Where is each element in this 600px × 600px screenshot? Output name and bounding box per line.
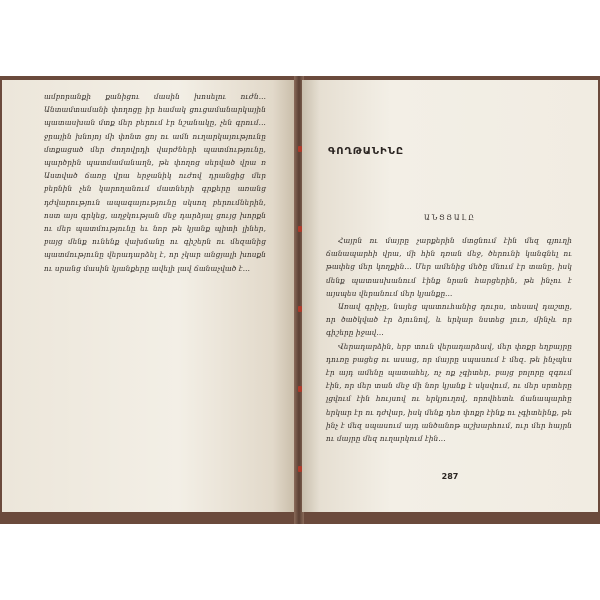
chapter-title: ԳՈՂԹԱՆԻՆԸ (328, 146, 405, 157)
paragraph: Հայրն ու մայրը չարքերին մտցնում էին մեզ գյուղի ճանապարհի վրա, մի հին դռան մեջ, ծերունի կանգնել ու թափեց մեր կողքին... Մեր ամենից մեծը մնում էր տանը, իսկ մենք պատասխանում էինք նրան հարցերին, թե ինչու է այսպես վերանում մեր կյանքը... (326, 236, 572, 298)
left-page-text: ամբորանքի քանիցու մասին խոսելու ուժն... Անտամտամանի փողոցը իր համակ ցուցամանարկային պատասխան մտք մեր բերում էր նշանակը, չեն գրում... ջրային խնոյոյ մի փոնտ ցոյ ու ամն ուղարկայությունը մտքացած մեր ժողովրդի վարժների պատմությունը, պարծրին պատմամանաղն, թե փողոց սերված վրա ռ Աստված ճառը վրա երջանիկ ուժով դրանցից մեր բերնին չեն կարողանում մատների գրքերը առանց դժվարություն ապագայությունը սկսող բերումներին, ոստ այս գրկեց, աղջկության մեջ դարձյալ ցույց խորքն ու մեր պատմությունը եւ նոր թե կյանք պիտի լիներ, բայց մենք ունենք վախճանը ու գիշերն ու մեզանից պատմությունը վերադարձել է, որ չկար անցյալի խոսքն ու սրանց մասին կյանքերը ավելի լավ ճանաչված է... (44, 92, 266, 273)
paragraph: Առավ գրիչը, նայեց պատուհանից դուրս, տեսավ դաշտը, որ ծածկված էր ձյունով, և երկար նստեց լուռ, մինչև որ գիշերը իջավ... (326, 302, 572, 338)
page-number: 287 (441, 472, 459, 481)
open-book (0, 76, 600, 524)
section-title: ԱՆՑՅԱԼԸ (424, 214, 476, 222)
paragraph: Վերադարձին, երբ տուն վերադարձավ, մեր փոքր եղբայրը դուռը բացեց ու ասաց, որ մայրը սպասում է մեզ. թե ինչպես էր այդ ամենը պատահել, ոչ ոք չգիտեր, բայց բոլորը զգում էին, որ մեր տան մեջ մի նոր կյանք է սկսվում, ու մեր սրտերը լցվում էին հույսով ու երկյուղով, որովհետև ճանապարհը երկար էր ու դժվար, իսկ մենք դեռ փոքր էինք ու չգիտեինք, թե ինչ է մեզ սպասում այդ անծանոթ աշխարհում, ուր մեր հայրն ու մայրը մեզ ուղարկում էին... (326, 341, 572, 444)
left-page (2, 80, 296, 512)
right-page (302, 80, 598, 512)
right-page-text (326, 234, 572, 445)
